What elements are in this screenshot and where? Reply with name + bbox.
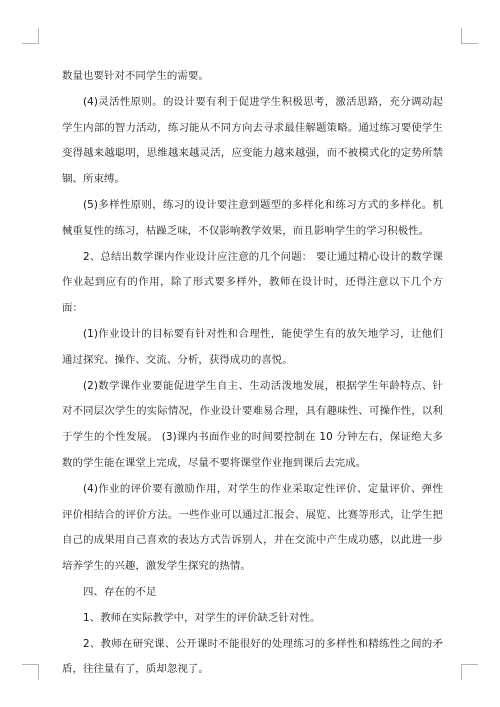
- paragraph-shortcoming-1: 1、教师在实际教学中，对学生的评价缺乏针对性。: [83, 611, 321, 624]
- crop-mark-top-left: [38, 28, 39, 44]
- crop-mark-bottom-right: [461, 664, 478, 665]
- paragraph-item-2-3: (2)数学课作业要能促进学生自主、生动活泼地发展，根据学生年龄特点、针对不同层次学生的实际情况，作业设计要难易合理，具有趣味性、可操作性，以利于学生的个性发展。 (3)课内书面作业的时间要控制在 10 分钟左右，保证绝大多数的学生能在课堂上完成，尽量不要将课堂作业拖到课后去完成。: [62, 379, 443, 469]
- paragraph-shortcoming-2: 2、教师在研究课、公开课时不能很好的处理练习的多样性和精练性之间的矛盾，往往量有了，质却忽视了。: [62, 637, 443, 676]
- section-heading-shortcomings: 四、存在的不足: [83, 585, 157, 598]
- crop-mark-bottom-left: [38, 664, 39, 680]
- paragraph-continuation: 数量也要针对不同学生的需要。: [62, 70, 209, 82]
- crop-mark-top-right: [461, 43, 478, 44]
- paragraph-diversity-principle: (5)多样性原则，练习的设计要注意到题型的多样化和练习方式的多样化。机械重复性的练习，枯躁乏味，不仅影响教学效果，而且影响学生的学习积极性。: [62, 198, 443, 237]
- paragraph-item-4: (4)作业的评价要有激励作用，对学生的作业采取定性评价、定量评价、弹性评价相结合的评价方法。一些作业可以通过汇报会、展览、比赛等形式，让学生把自己的成果用自己喜欢的表达方式告诉别人，并在交流中产生成功感，以此进一步培养学生的兴趣，激发学生探究的热情。: [62, 482, 443, 573]
- paragraph-item-1: (1)作业设计的目标要有针对性和合理性，能使学生有的放矢地学习，让他们通过探究、操作、交流、分析，获得成功的喜悦。: [62, 327, 443, 366]
- paragraph-flexibility-principle: (4)灵活性原则。的设计要有利于促进学生积极思考，激活思路，充分调动起学生内部的智力活动，练习能从不同方向去寻求最佳解题策略。通过练习要使学生变得越来越聪明，思维越来越灵活，应变能力越来越强，而不被模式化的定势所禁锢、所束缚。: [62, 95, 443, 186]
- paragraph-section-2-summary: 2、总结出数学课内作业设计应注意的几个问题： 要让通过精心设计的数学课作业起到应有的作用，除了形式要多样外，教师在设计时，还得注意以下几个方面：: [62, 250, 443, 315]
- crop-mark-top-right: [461, 28, 462, 44]
- crop-mark-top-left: [22, 43, 39, 44]
- crop-mark-bottom-right: [461, 664, 462, 680]
- document-body: [62, 64, 443, 683]
- crop-mark-bottom-left: [22, 664, 39, 665]
